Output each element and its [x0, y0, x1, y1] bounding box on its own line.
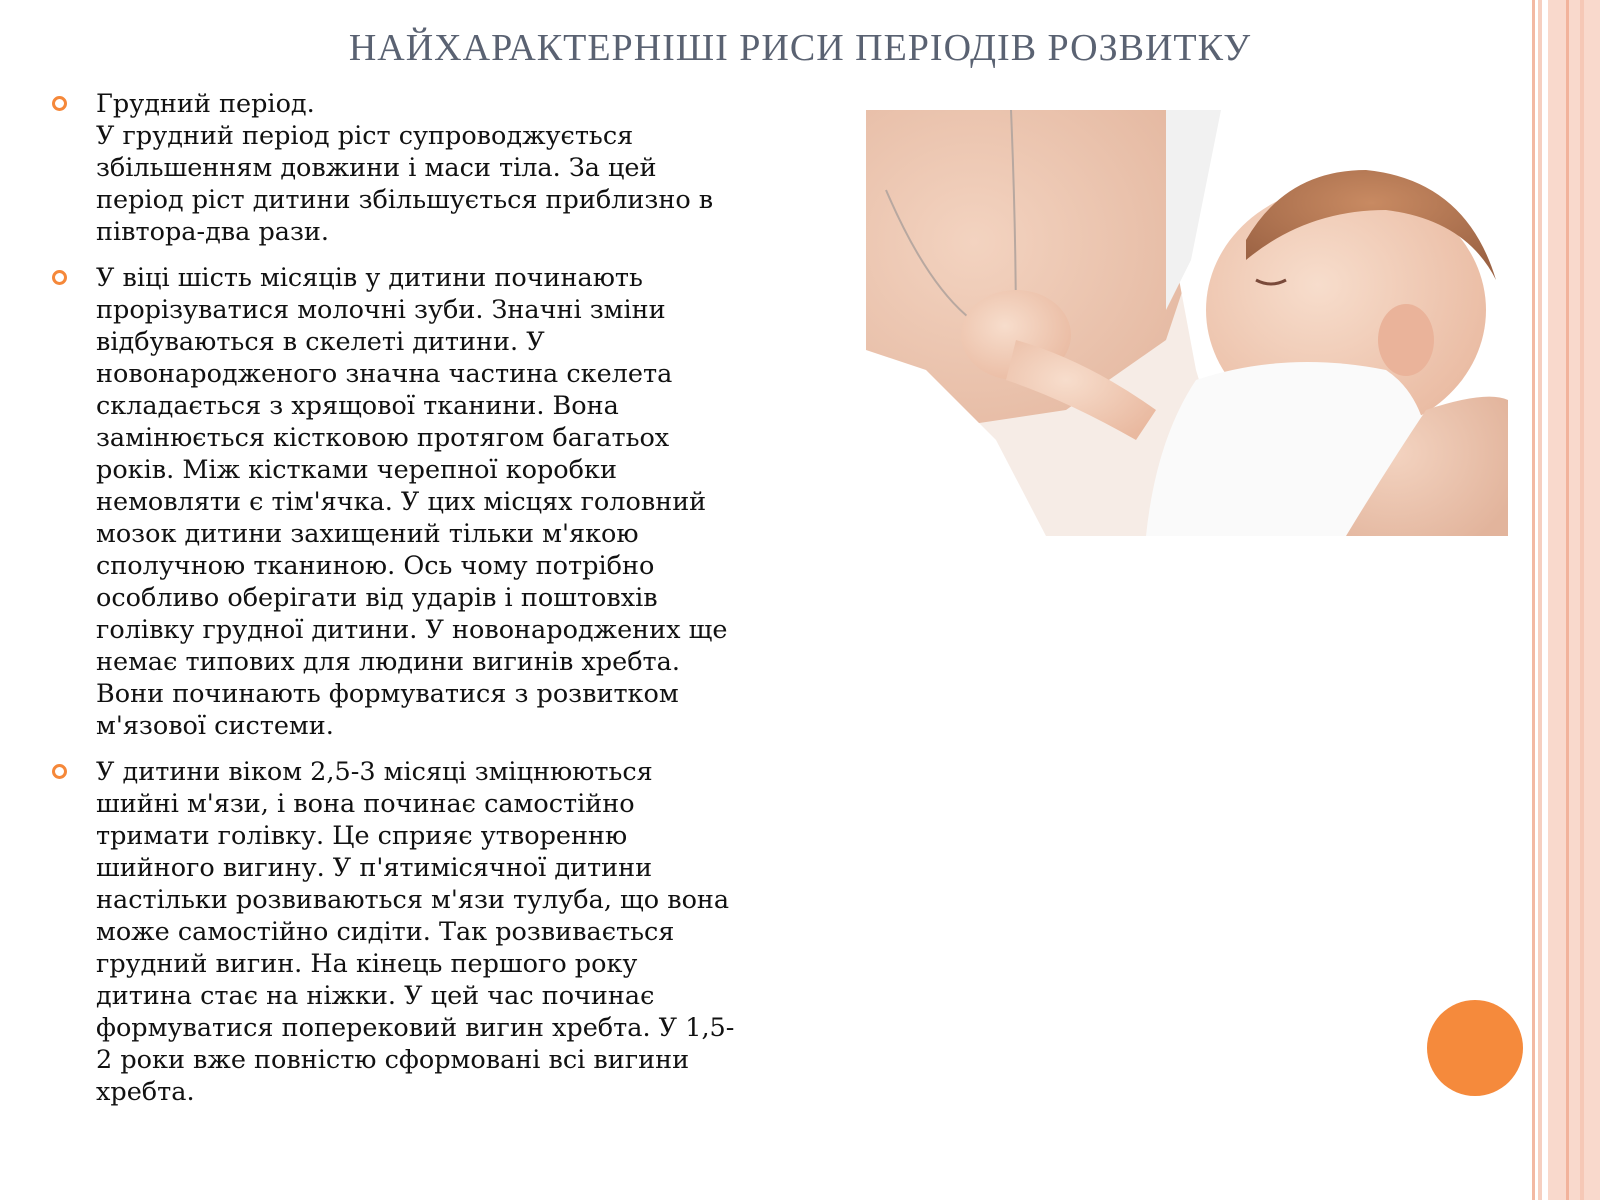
bullet-icon: [52, 764, 67, 779]
bullet-text: У віці шість місяців у дитини починають прорізуватися молочні зуби. Значні зміни відбуваються в скелеті дитини. У новонародженого значна частина скелета складається з хрящової тканини. Вона замінюється кістковою протягом багатьох років. Між кістками черепної коробки немовляти є тім'ячка. У цих місцях головний мозок дитини захищений тільки м'якою сполучною тканиною. Ось чому потрібно особливо оберігати від ударів і поштовхів голівку грудної дитини. У новонароджених ще немає типових для людини вигинів хребта. Вони починають формуватися з розвитком м'язової системи.: [96, 263, 728, 741]
bullet-item: [52, 756, 852, 1108]
photo-illustration: [866, 110, 1508, 536]
decor-stripe: [1566, 0, 1569, 1200]
decor-stripe: [1548, 0, 1600, 1200]
bullet-text: У дитини віком 2,5-3 місяці зміцнюються шийні м'язи, і вона починає самостійно тримати голівку. Це сприяє утворенню шийного вигину. У п'ятимісячної дитини настільки розвиваються м'язи тулуба, що вона може самостійно сидіти. Так розвивається грудний вигин. На кінець першого року дитина стає на ніжки. У цей час починає формуватися поперековий вигин хребта. У 1,5- 2 роки вже повністю сформовані всі вигини хребта.: [96, 757, 735, 1107]
slide-title: НАЙХАРАКТЕРНІШІ РИСИ ПЕРІОДІВ РОЗВИТКУ: [348, 27, 1252, 69]
bullet-text: Грудний період. У грудний період ріст супроводжується збільшенням довжини і маси тіла. За цей період ріст дитини збільшується приблизно в півтора-два рази.: [96, 89, 714, 247]
mother-baby-photo: [866, 110, 1508, 536]
bullet-icon: [52, 270, 67, 285]
bullet-icon: [52, 96, 67, 111]
decorative-circle: [1427, 1000, 1523, 1096]
decor-stripe: [1580, 0, 1584, 1200]
bullet-list: [52, 88, 852, 1122]
bullet-item: [52, 262, 852, 742]
decor-stripe: [1532, 0, 1535, 1200]
bullet-item: [52, 88, 852, 248]
decor-stripe: [1538, 0, 1542, 1200]
